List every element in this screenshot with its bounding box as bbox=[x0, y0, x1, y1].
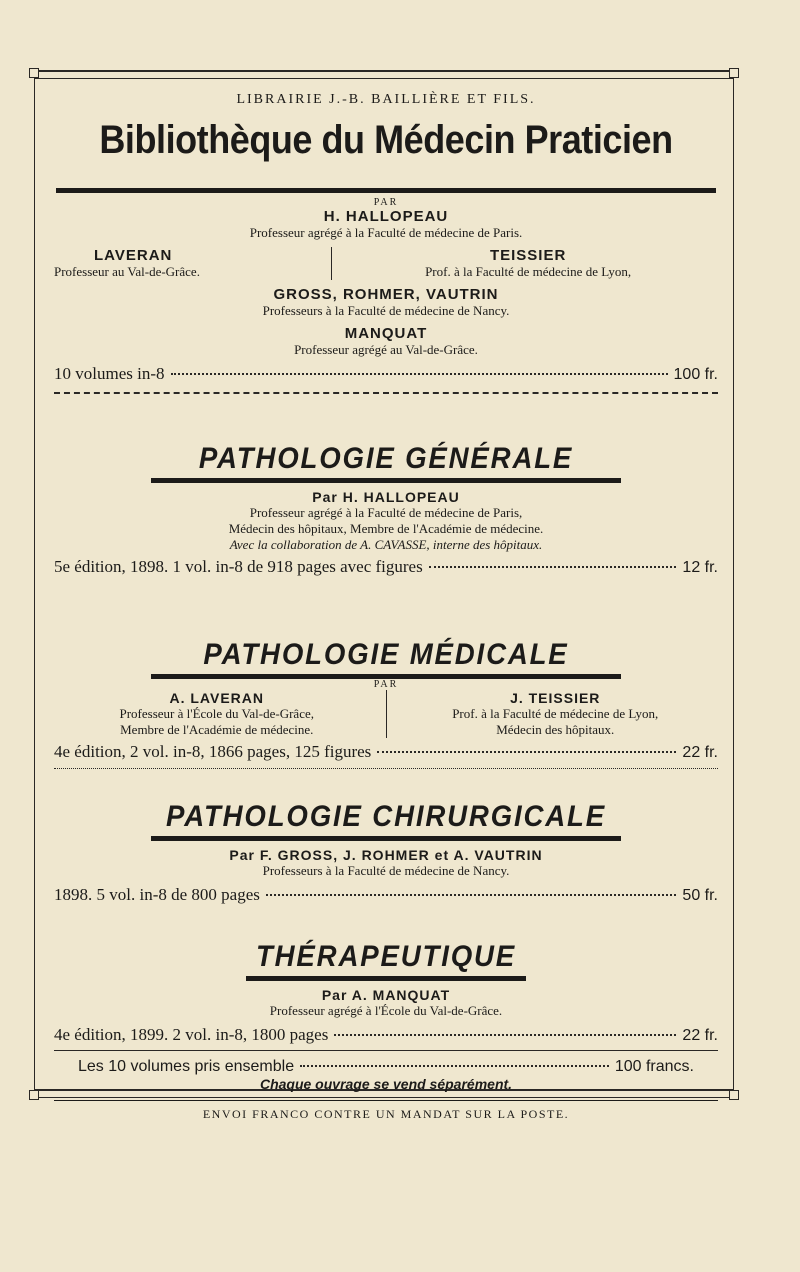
wavy-divider bbox=[54, 384, 718, 394]
book-title: PATHOLOGIE MÉDICALE bbox=[203, 638, 569, 671]
author-name: J. TEISSIER bbox=[510, 690, 601, 706]
right-border bbox=[733, 78, 734, 1090]
book-title: PATHOLOGIE CHIRURGICALE bbox=[166, 800, 606, 833]
dotted-divider bbox=[54, 768, 718, 769]
book-title: THÉRAPEUTIQUE bbox=[255, 940, 517, 973]
author-name: GROSS, ROHMER, VAUTRIN bbox=[273, 286, 499, 303]
author-desc: Professeur agrégé au Val-de-Grâce. bbox=[294, 342, 478, 357]
offer-label: Les 10 volumes pris ensemble bbox=[78, 1058, 295, 1075]
author-desc: Membre de l'Académie de médecine. bbox=[120, 722, 314, 737]
book-desc: Médecin des hôpitaux, Membre de l'Académie de médecine. bbox=[228, 521, 544, 536]
column-separator bbox=[386, 690, 387, 738]
corner-ornament bbox=[729, 1090, 739, 1100]
title-rule bbox=[151, 836, 621, 841]
book-edition: 1898. 5 vol. in-8 de 800 pages bbox=[54, 885, 260, 904]
author-desc: Professeur au Val-de-Grâce. bbox=[54, 264, 200, 279]
author-desc: Professeurs à la Faculté de médecine de Nancy. bbox=[262, 303, 510, 318]
footer-note: ENVOI FRANCO CONTRE UN MANDAT SUR LA POSTE. bbox=[202, 1107, 570, 1121]
book-byline: Par A. MANQUAT bbox=[321, 987, 451, 1003]
par-label: PAR bbox=[373, 679, 399, 690]
author-desc: Professeur à l'École du Val-de-Grâce, bbox=[119, 706, 314, 721]
book-desc: Professeurs à la Faculté de médecine de Nancy. bbox=[262, 863, 510, 878]
book-desc: Professeur agrégé à l'École du Val-de-Grâce. bbox=[269, 1003, 503, 1018]
book-edition: 4e édition, 1899. 2 vol. in-8, 1800 pages bbox=[54, 1025, 329, 1044]
summary-line bbox=[54, 364, 718, 384]
book-edition-line bbox=[54, 742, 718, 762]
book-price: 12 fr. bbox=[682, 559, 718, 576]
book-edition: 5e édition, 1898. 1 vol. in-8 de 918 pages avec figures bbox=[54, 557, 423, 576]
leader-dots bbox=[300, 1065, 609, 1067]
book-title: PATHOLOGIE GÉNÉRALE bbox=[198, 442, 574, 475]
book-edition-line bbox=[54, 885, 718, 905]
offer-note: Chaque ouvrage se vend séparément. bbox=[259, 1076, 513, 1092]
book-byline: Par F. GROSS, J. ROHMER et A. VAUTRIN bbox=[229, 847, 543, 863]
author-name: LAVERAN bbox=[94, 247, 173, 264]
offer-block bbox=[54, 1058, 718, 1122]
par-label: PAR bbox=[373, 197, 399, 208]
summary-price: 100 fr. bbox=[673, 366, 718, 383]
author-desc: Prof. à la Faculté de médecine de Lyon, bbox=[452, 706, 659, 721]
column-separator bbox=[331, 247, 332, 280]
leader-dots bbox=[334, 1034, 676, 1036]
offer-line bbox=[54, 1058, 718, 1076]
leader-dots bbox=[429, 566, 677, 568]
top-border bbox=[34, 70, 734, 79]
page-frame bbox=[34, 70, 734, 1098]
title-rule bbox=[151, 478, 621, 483]
author-name: MANQUAT bbox=[344, 325, 428, 342]
leader-dots bbox=[171, 373, 668, 375]
author-name: H. HALLOPEAU bbox=[323, 208, 449, 225]
book-edition-line bbox=[54, 557, 718, 577]
authors-two-col bbox=[54, 247, 718, 280]
footer-divider bbox=[54, 1100, 718, 1101]
publisher: LIBRAIRIE J.-B. BAILLIÈRE ET FILS. bbox=[236, 92, 536, 107]
book-desc: Professeur agrégé à la Faculté de médecine de Paris, bbox=[249, 505, 523, 520]
book-edition-line bbox=[54, 1025, 718, 1045]
author-desc: Médecin des hôpitaux. bbox=[496, 722, 615, 737]
authors-two-col bbox=[54, 690, 718, 738]
summary-label: 10 volumes in-8 bbox=[54, 364, 165, 383]
book-price: 22 fr. bbox=[682, 1027, 718, 1044]
leader-dots bbox=[377, 751, 676, 753]
left-border bbox=[34, 78, 35, 1090]
corner-ornament bbox=[29, 68, 39, 78]
corner-ornament bbox=[29, 1090, 39, 1100]
book-price: 50 fr. bbox=[682, 887, 718, 904]
author-name: A. LAVERAN bbox=[169, 690, 265, 706]
offer-price: 100 francs. bbox=[614, 1058, 694, 1075]
author-desc: Prof. à la Faculté de médecine de Lyon, bbox=[425, 264, 632, 279]
book-byline: Par H. HALLOPEAU bbox=[312, 489, 460, 505]
series-title: Bibliothèque du Médecin Praticien bbox=[99, 118, 673, 162]
book-collab: Avec la collaboration de A. CAVASSE, interne des hôpitaux. bbox=[229, 537, 543, 552]
author-desc: Professeur agrégé à la Faculté de médecine de Paris. bbox=[249, 225, 523, 240]
offer-divider bbox=[54, 1050, 718, 1052]
corner-ornament bbox=[729, 68, 739, 78]
book-edition: 4e édition, 2 vol. in-8, 1866 pages, 125 figures bbox=[54, 742, 372, 761]
leader-dots bbox=[266, 894, 677, 896]
title-rule bbox=[246, 976, 526, 981]
book-price: 22 fr. bbox=[682, 744, 718, 761]
title-rule bbox=[56, 188, 716, 193]
author-name: TEISSIER bbox=[489, 247, 567, 264]
